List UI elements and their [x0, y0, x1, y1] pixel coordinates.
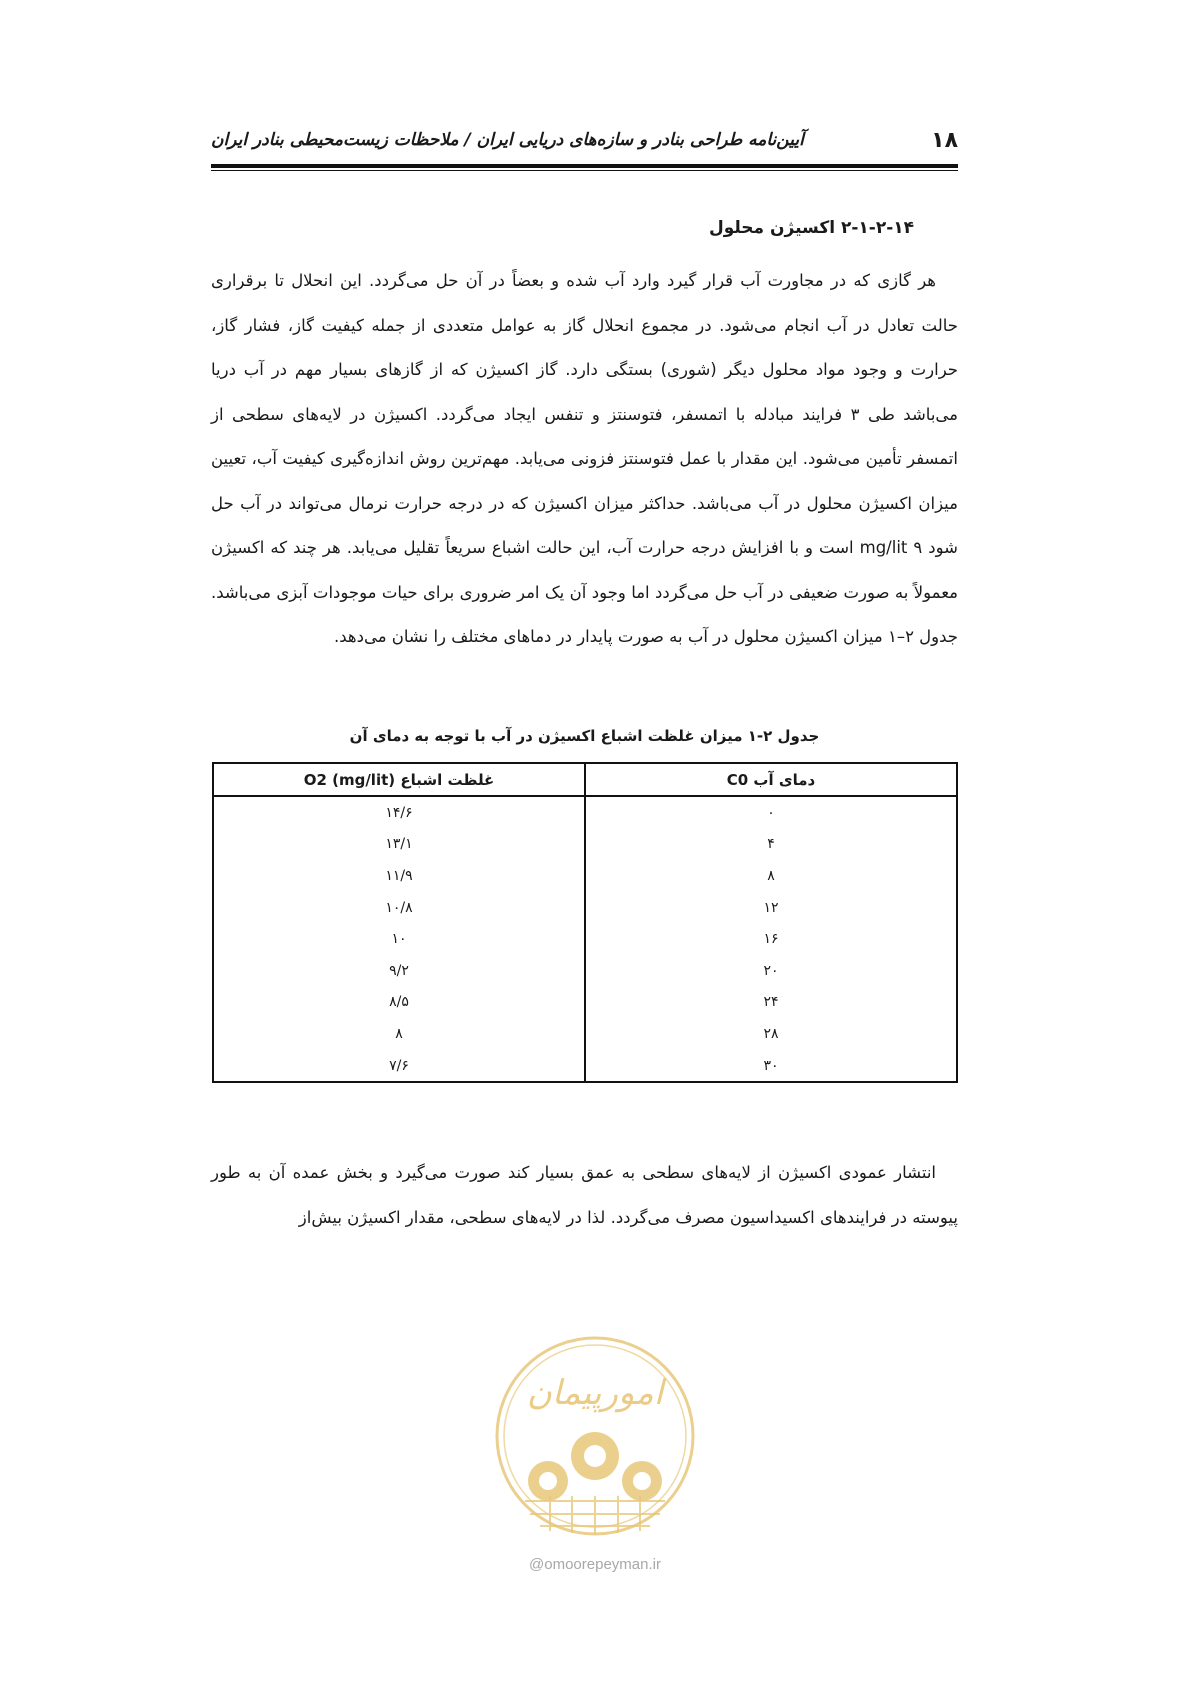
- header-rule-thick: [211, 164, 958, 168]
- cell-saturation: ۸/۵: [389, 994, 409, 1011]
- table-row: [213, 796, 957, 829]
- oxygen-table: [212, 762, 958, 1083]
- table-row: [213, 923, 957, 955]
- table-caption: جدول ۲-۱ میزان غلظت اشباع اکسیژن در آب با توجه به دمای آن: [349, 727, 820, 745]
- cell-temperature: ۲۰: [585, 955, 957, 987]
- table-row: [213, 987, 957, 1019]
- cell-temperature: ۳۰: [585, 1050, 957, 1083]
- cell-temperature: ۲۸: [585, 1018, 957, 1050]
- cell-saturation: ۱۰/۸: [385, 899, 413, 916]
- body-paragraph-2: [211, 1151, 958, 1240]
- body-paragraph-1: [211, 259, 958, 660]
- cell-temperature: ۲۴: [585, 987, 957, 1019]
- table-row: [213, 860, 957, 892]
- cell-saturation: ۱۴/۶: [385, 804, 413, 821]
- header-rule-thin: [211, 170, 958, 171]
- section-heading: ۲-۱-۲-۱۴ اکسیژن محلول: [708, 218, 914, 238]
- cell-temperature: ۱۲: [585, 892, 957, 924]
- cell-saturation: ۸: [395, 1025, 403, 1042]
- cell-saturation: ۷/۶: [389, 1057, 409, 1074]
- running-title: آیین‌نامه طراحی بنادر و سازه‌های دریایی ایران / ملاحظات زیست‌محیطی بنادر ایران: [211, 130, 804, 150]
- data-table: [212, 762, 958, 1083]
- cell-temperature: ۱۶: [585, 923, 957, 955]
- cell-temperature: ۸: [585, 860, 957, 892]
- table-row: [213, 829, 957, 861]
- page-number: ۱۸: [931, 128, 958, 153]
- header-saturation: غلظت اشباع O2 (mg/lit): [213, 763, 585, 796]
- header-temperature: دمای آب C0: [585, 763, 957, 796]
- cell-saturation: ۱۱/۹: [385, 867, 413, 884]
- watermark-logo-text: امورپیمان: [526, 1373, 664, 1413]
- table-row: [213, 1018, 957, 1050]
- cell-saturation: ۱۰: [391, 931, 407, 948]
- page-header: [211, 128, 958, 158]
- table-row: [213, 892, 957, 924]
- table-header-row: [213, 763, 957, 796]
- cell-temperature: ۰: [585, 796, 957, 829]
- table-row: [213, 1050, 957, 1083]
- paragraph-text: هر گازی که در مجاورت آب قرار گیرد وارد آب شده و بعضاً در آن حل می‌گردد. این انحلال تا برقراری حالت تعادل در آب انجام می‌شود. در مجموع انحلال گاز به عوامل متعددی از جمله کیفیت گاز، فشار گاز، حرارت و وجود مواد محلول دیگر (شوری) بستگی دارد. گاز اکسیژن که از گازهای بسیار مهم در آب دریا می‌باشد طی ۳ فرایند مبادله با اتمسفر، فتوسنتز و تنفس ایجاد می‌گردد. اکسیژن در لایه‌های سطحی از اتمسفر تأمین می‌شود. این مقدار با عمل فتوسنتز فزونی می‌یابد. مهم‌ترین روش اندازه‌گیری کیفیت آب، تعیین میزان اکسیژن محلول در آب می‌باشد. حداکثر میزان اکسیژن که در درجه حرارت نرمال می‌تواند در آب حل شود mg/lit ۹ است و با افزایش درجه حرارت آب، این حالت اشباع سریعاً تقلیل می‌یابد. هر چند که اکسیژن معمولاً به صورت ضعیفی در آب حل می‌گردد اما وجود آن یک امر ضروری برای حیات موجودات آبزی می‌باشد. جدول ۲–۱ میزان اکسیژن محلول در آب به صورت پایدار در دماهای مختلف را نشان می‌دهد.: [211, 271, 958, 646]
- paragraph-text: انتشار عمودی اکسیژن از لایه‌های سطحی به عمق بسیار کند صورت می‌گیرد و بخش عمده آن به طور پیوسته در فرایندهای اکسیداسیون مصرف می‌گردد. لذا در لایه‌های سطحی، مقدار اکسیژن بیش‌از: [211, 1163, 958, 1227]
- watermark-url: @omoorepeyman.ir: [529, 1556, 661, 1573]
- cell-saturation: ۹/۲: [389, 962, 409, 979]
- cell-saturation: ۱۳/۱: [385, 836, 413, 853]
- table-row: [213, 955, 957, 987]
- watermark-logo: [490, 1326, 700, 1556]
- cell-temperature: ۴: [585, 829, 957, 861]
